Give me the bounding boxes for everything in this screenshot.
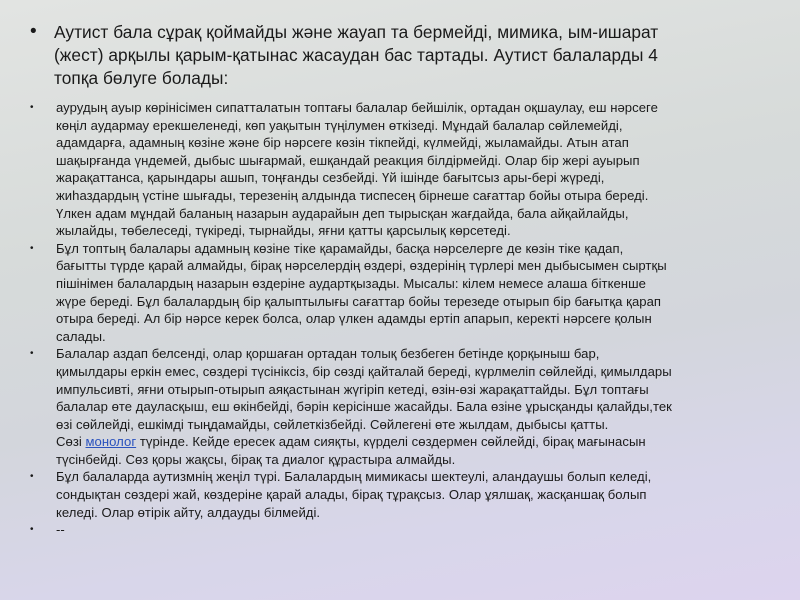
list-item-group-4 (30, 468, 785, 521)
monolog-link[interactable]: монолог (85, 434, 137, 450)
text-line: -- (56, 522, 65, 538)
list-item-text (56, 345, 785, 468)
text-line: аурудың ауыр көрінісімен сипатталатын топтағы балалар бейшілік, ортадан оқшаулау, еш нәрсеге (56, 100, 658, 115)
text-line: Бұл топтың балалары адамның көзіне тіке қарамайды, басқа нәрселерге де көзін тіке қадап, (56, 240, 624, 256)
list-item-text (56, 468, 785, 521)
list-item-text (56, 99, 785, 240)
text-line: жүре береді. Бұл балалардың бір қалыптылығы сағаттар бойы терезеде отырып бір бағытқа қарап (56, 293, 662, 309)
text-line: Бұл балаларда аутизмнің жеңіл түрі. Балалардың мимикасы шектеулі, аландаушы болып келеді, (56, 469, 652, 485)
text-line: жылайды, төбелеседі, түкіреді, тырнайды, яғни қатты қарсылық көрсетеді. (56, 223, 511, 239)
text-line: Балалар аздап белсенді, олар қоршаған ортадан толық безбеген бетінде қорқыныш бар, (56, 346, 600, 362)
bullet-marker: • (30, 102, 34, 113)
text-line: бағытты түрде қарай алмайды, бірақ нәрселердің өздері, өздерінің түрлері мен дыбысымен сыртқы (56, 258, 667, 274)
text-line: импульсивті, яғни отырып-отырып аяқастынан жүгіріп кетеді, өзін-өзі жарақаттайды. Бұл топтағы (56, 381, 649, 397)
text-after-link: түрінде. Кейде ересек адам сияқты, күрделі сөздермен сөйлейді, бірақ мағынасын (136, 434, 646, 450)
text-line: отыра береді. Ал бір нәрсе керек болса, олар үлкен адамды ертіп апарып, керекті нәрсеге қолын (56, 311, 652, 327)
bullet-marker: • (30, 21, 37, 42)
intro-bullet-paragraph (30, 21, 785, 89)
text-line: салады. (56, 328, 106, 344)
intro-text (54, 21, 658, 89)
text-line: келеді. Олар өтірік айту, алдауды білмейді. (56, 504, 321, 520)
text-line: Үлкен адам мұндай баланың назарын аударайын деп тырысқан жағдайда, бала айқайлайды, (56, 205, 629, 221)
list-item-group-3 (30, 345, 785, 468)
text-line: балалар өте дауласқыш, еш өкінбейді, бәрін керісінше жасайды. Бала өзіне ұрысқанды қалайды,тек (56, 399, 672, 415)
list-item-text (56, 521, 785, 539)
list-item-trailing (30, 521, 785, 539)
text-line: пішінімен балалардың назарын өздеріне аудартқызады. Мысалы: кілем немесе алаша біткенше (56, 275, 646, 291)
group-description-list (30, 99, 785, 539)
text-line: жарақаттанса, қарындары ашып, тоңғанды сезбейді. Үй ішінде бағытсыз ары-бері жүреді, (56, 170, 605, 186)
intro-line: Аутист бала сұрақ қоймайды және жауап та бермейді, мимика, ым-ишарат (54, 22, 659, 42)
text-line: жиһаздардың үстіне шығады, терезенің алдында тиспесең бірнеше сағаттар бойы отыра береді. (56, 187, 649, 203)
list-item-group-2 (30, 240, 785, 346)
intro-line: топқа бөлуге болады: (54, 67, 229, 88)
text-line: көңіл аудармау ерекшеленеді, көп уақытын түңілумен өткізеді. Мұндай балалар сөйлемейді, (56, 117, 623, 133)
text-line: шақырғанда үндемей, дыбыс шығармай, ешқандай реакция білдірмейді. Олар бір жері ауырып (56, 152, 640, 168)
text-line: өзі сөйлейді, ешкімді тыңдамайды, сөйлеткізбейді. Сөйлегені өте жылдам, дыбысы қатты. (56, 416, 609, 432)
list-item-text (56, 240, 785, 346)
list-item-group-1 (30, 99, 785, 240)
text-line: қимылдары еркін емес, сөздері түсініксіз, бір сөзді қайталай береді, күрлмеліп сөйлейді, қимылдары (56, 363, 672, 379)
text-line: түсінбейді. Сөз қоры жақсы, бірақ та диалог құрастыра алмайды. (56, 451, 456, 467)
bullet-marker: • (30, 471, 34, 483)
intro-line: (жест) арқылы қарым-қатынас жасаудан бас тартады. Аутист балаларды 4 (54, 44, 658, 65)
bullet-marker: • (30, 242, 34, 254)
text-before-link: Сөзі (56, 434, 86, 450)
text-line-with-link (56, 433, 785, 451)
text-line: адамдарға, адамның көзіне және бір нәрсеге көзін тікпейді, күлмейді, жыламайды. Атын атап (56, 135, 629, 151)
text-line: сондықтан сөздері жай, көздеріне қарай алады, бірақ тұрақсыз. Олар ұялшақ, жасқаншақ болып (56, 487, 647, 503)
bullet-marker: • (30, 524, 34, 536)
bullet-marker: • (30, 348, 34, 360)
